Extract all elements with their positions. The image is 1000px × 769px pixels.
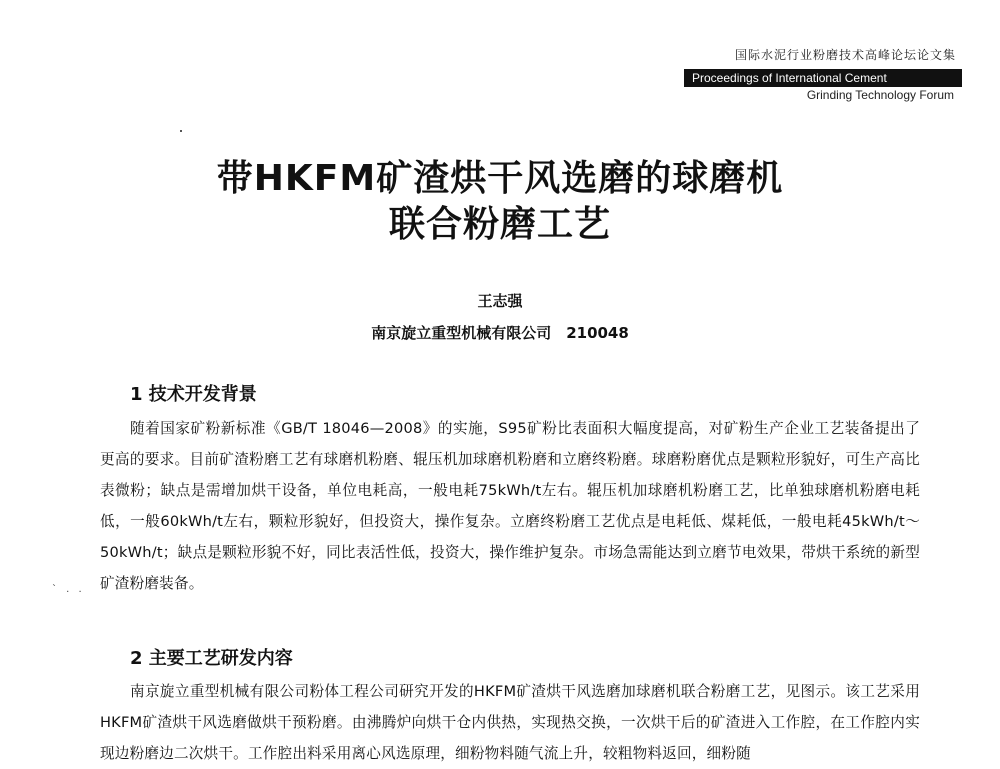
- section-heading: 2 主要工艺研发内容: [130, 648, 293, 669]
- paper-title-line2: 联合粉磨工艺: [388, 204, 611, 245]
- journal-title-cn: 国际水泥行业粉磨技术高峰论坛论文集: [734, 48, 956, 62]
- margin-marks: ` . .: [52, 584, 85, 595]
- paper-title: [0, 156, 1000, 248]
- section-body: 南京旋立重型机械有限公司粉体工程公司研究开发的HKFM矿渣烘干风选磨加球磨机联合粉磨工艺，见图示。该工艺采用HKFM矿渣烘干风选磨做烘干预粉磨。由沸腾炉向烘干仓内供热，实现热交换，一次烘干后的矿渣进入工作腔，在工作腔内实现边粉磨边二次烘干。工作腔出料采用离心风选原理，细粉物料随气流上升，较粗物料返回，细粉随: [100, 683, 920, 762]
- journal-header: [672, 46, 962, 102]
- journal-title-en-bar: Proceedings of International Cement: [684, 69, 962, 87]
- author-name: 王志强: [477, 292, 523, 310]
- section-background: [0, 382, 1000, 599]
- section-body: 随着国家矿粉新标准《GB/T 18046—2008》的实施，S95矿粉比表面积大幅度提高，对矿粉生产企业工艺装备提出了更高的要求。目前矿渣粉磨工艺有球磨机粉磨、辊压机加球磨机粉磨和立磨终粉磨。球磨粉磨优点是颗粒形貌好，可生产高比表微粉；缺点是需增加烘干设备，单位电耗高，一般电耗75kWh/t左右。辊压机加球磨机粉磨工艺，比单独球磨机粉磨电耗低，一般60kWh/t左右，颗粒形貌好，但投资大，操作复杂。立磨终粉磨工艺优点是电耗低、煤耗低，一般电耗45kWh/t～50kWh/t；缺点是颗粒形貌不好，同比表活性低，投资大，操作维护复杂。市场急需能达到立磨节电效果，带烘干系统的新型矿渣粉磨装备。: [100, 420, 920, 592]
- section-heading: 1 技术开发背景: [130, 384, 257, 405]
- paper-title-line1: 带HKFM矿渣烘干风选磨的球磨机: [216, 158, 784, 199]
- journal-title-en-line2: Grinding Technology Forum: [806, 88, 954, 102]
- section-process: [0, 646, 1000, 769]
- author-affiliation: 南京旋立重型机械有限公司 210048: [371, 324, 629, 342]
- scan-speck: [180, 130, 182, 132]
